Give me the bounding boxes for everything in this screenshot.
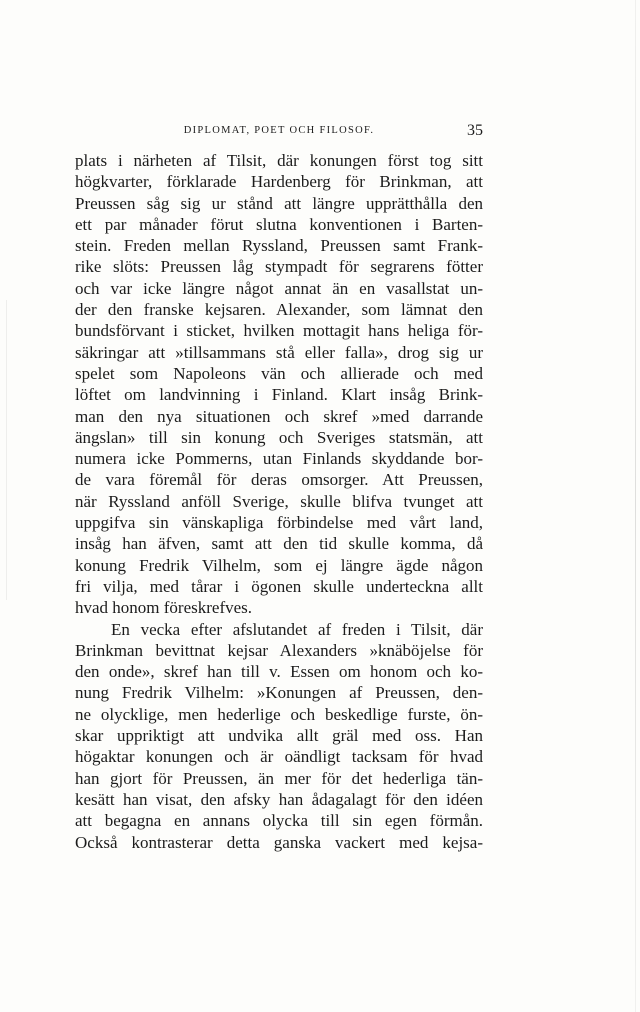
running-header — [75, 122, 483, 142]
text-line: han gjort för Preussen, än mer för det hederliga tän- — [75, 768, 483, 788]
page-number: 35 — [467, 122, 483, 139]
text-line: spelet som Napoleons vän och allierade och med — [75, 363, 483, 383]
text-line: Också kontrasterar detta ganska vackert med kejsa- — [75, 832, 483, 852]
text-line: skar uppriktigt att undvika allt gräl med oss. Han — [75, 726, 483, 746]
text-line-paragraph-end: hvad honom föreskrefves. — [75, 598, 253, 618]
text-line: säkringar att »tillsammans stå eller falla», drog sig ur — [75, 342, 483, 362]
text-line: bundsförvant i sticket, hvilken mottagit hans heliga för- — [75, 321, 483, 341]
text-line: Preussen såg sig ur stånd att längre upprätthålla den — [75, 193, 483, 213]
text-line: uppgifva sin vänskapliga förbindelse med vårt land, — [75, 513, 483, 533]
text-line: stein. Freden mellan Ryssland, Preussen samt Frank- — [75, 236, 483, 256]
text-line: nung Fredrik Vilhelm: »Konungen af Preussen, den- — [75, 683, 483, 703]
text-line: högaktar konungen och är oändligt tacksam för hvad — [75, 747, 483, 767]
text-line: konung Fredrik Vilhelm, som ej längre ägde någon — [75, 555, 483, 575]
text-line: man den nya situationen och skref »med darrande — [75, 406, 483, 426]
page-gutter-mark — [6, 300, 7, 600]
text-line: insåg han äfven, samt att den tid skulle komma, då — [75, 534, 483, 554]
page-edge-shadow — [635, 0, 636, 1012]
text-line: när Ryssland anföll Sverige, skulle blifva tvunget att — [75, 491, 483, 511]
text-line: rike slöts: Preussen låg stympadt för segrarens fötter — [75, 257, 483, 277]
text-line: der den franske kejsaren. Alexander, som lämnat den — [75, 300, 483, 320]
text-line: och var icke längre något annat än en vasallstat un- — [75, 278, 483, 298]
text-line: plats i närheten af Tilsit, där konungen först tog sitt — [75, 151, 483, 170]
text-line-paragraph-start: En vecka efter afslutandet af freden i Tilsit, där — [111, 619, 483, 639]
body-text — [75, 150, 483, 853]
running-title: DIPLOMAT, POET OCH FILOSOF. — [183, 125, 375, 136]
text-line: ett par månader förut slutna konventionen i Barten- — [75, 214, 483, 234]
text-line: kesätt han visat, den afsky han ådagalagt för den idéen — [75, 789, 483, 809]
text-line: fri vilja, med tårar i ögonen skulle underteckna allt — [75, 576, 483, 596]
text-line: ne olycklige, men hederlige och beskedlige furste, ön- — [75, 704, 483, 724]
text-line: högkvarter, förklarade Hardenberg för Brinkman, att — [75, 172, 483, 192]
text-line: att begagna en annans olycka till sin egen förmån. — [75, 811, 483, 831]
text-line: Brinkman bevittnat kejsar Alexanders »knäböjelse för — [75, 640, 483, 660]
text-line: löftet om landvinning i Finland. Klart insåg Brink- — [75, 385, 483, 405]
text-line: de vara föremål för deras omsorger. Att Preussen, — [75, 470, 483, 490]
text-line: den onde», skref han till v. Essen om honom och ko- — [75, 662, 483, 682]
text-line: numera icke Pommerns, utan Finlands skyddande bor- — [75, 449, 483, 469]
text-line: ängslan» till sin konung och Sveriges statsmän, att — [75, 427, 483, 447]
